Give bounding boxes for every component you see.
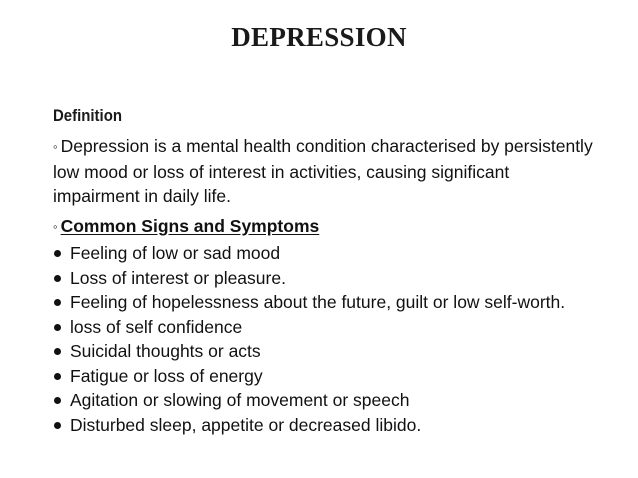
list-item: [53, 413, 593, 438]
symptom-text: Suicidal thoughts or acts: [70, 341, 261, 361]
list-item: [53, 315, 593, 340]
bullet-icon: [54, 275, 61, 282]
symptom-text: Agitation or slowing of movement or speech: [70, 390, 410, 410]
hollow-bullet-icon: ◦: [53, 218, 58, 234]
slide-title: DEPRESSION: [231, 22, 407, 52]
list-item: [53, 339, 593, 364]
bullet-icon: [54, 397, 61, 404]
bullet-icon: [54, 348, 61, 355]
definition-paragraph: [53, 134, 593, 209]
bullet-icon: [54, 373, 61, 380]
list-item: [53, 290, 593, 315]
slide-content: [53, 106, 593, 437]
symptom-text: Disturbed sleep, appetite or decreased libido.: [70, 414, 422, 435]
symptom-text: loss of self confidence: [70, 316, 243, 337]
symptom-text: Fatigue or loss of energy: [70, 365, 263, 386]
list-item: [53, 364, 593, 389]
bullet-icon: [54, 324, 61, 331]
definition-text: Depression is a mental health condition characterised by persistently low mood or loss of interest in activities, causing significant impairment in daily life.: [53, 136, 593, 206]
symptoms-list: [53, 241, 593, 437]
symptoms-subheading: [53, 214, 593, 240]
symptom-text: Feeling of hopelessness about the future, guilt or low self-worth.: [70, 292, 566, 312]
bullet-icon: [54, 422, 61, 429]
hollow-bullet-icon: ◦: [53, 139, 58, 154]
list-item: [53, 266, 593, 291]
definition-heading: Definition: [53, 106, 122, 125]
symptoms-heading: Common Signs and Symptoms: [60, 215, 320, 236]
symptom-text: Feeling of low or sad mood: [70, 243, 281, 263]
symptom-text: Loss of interest or pleasure.: [70, 267, 286, 288]
list-item: [53, 241, 593, 266]
list-item: [53, 388, 593, 413]
bullet-icon: [54, 299, 61, 306]
bullet-icon: [54, 250, 61, 257]
